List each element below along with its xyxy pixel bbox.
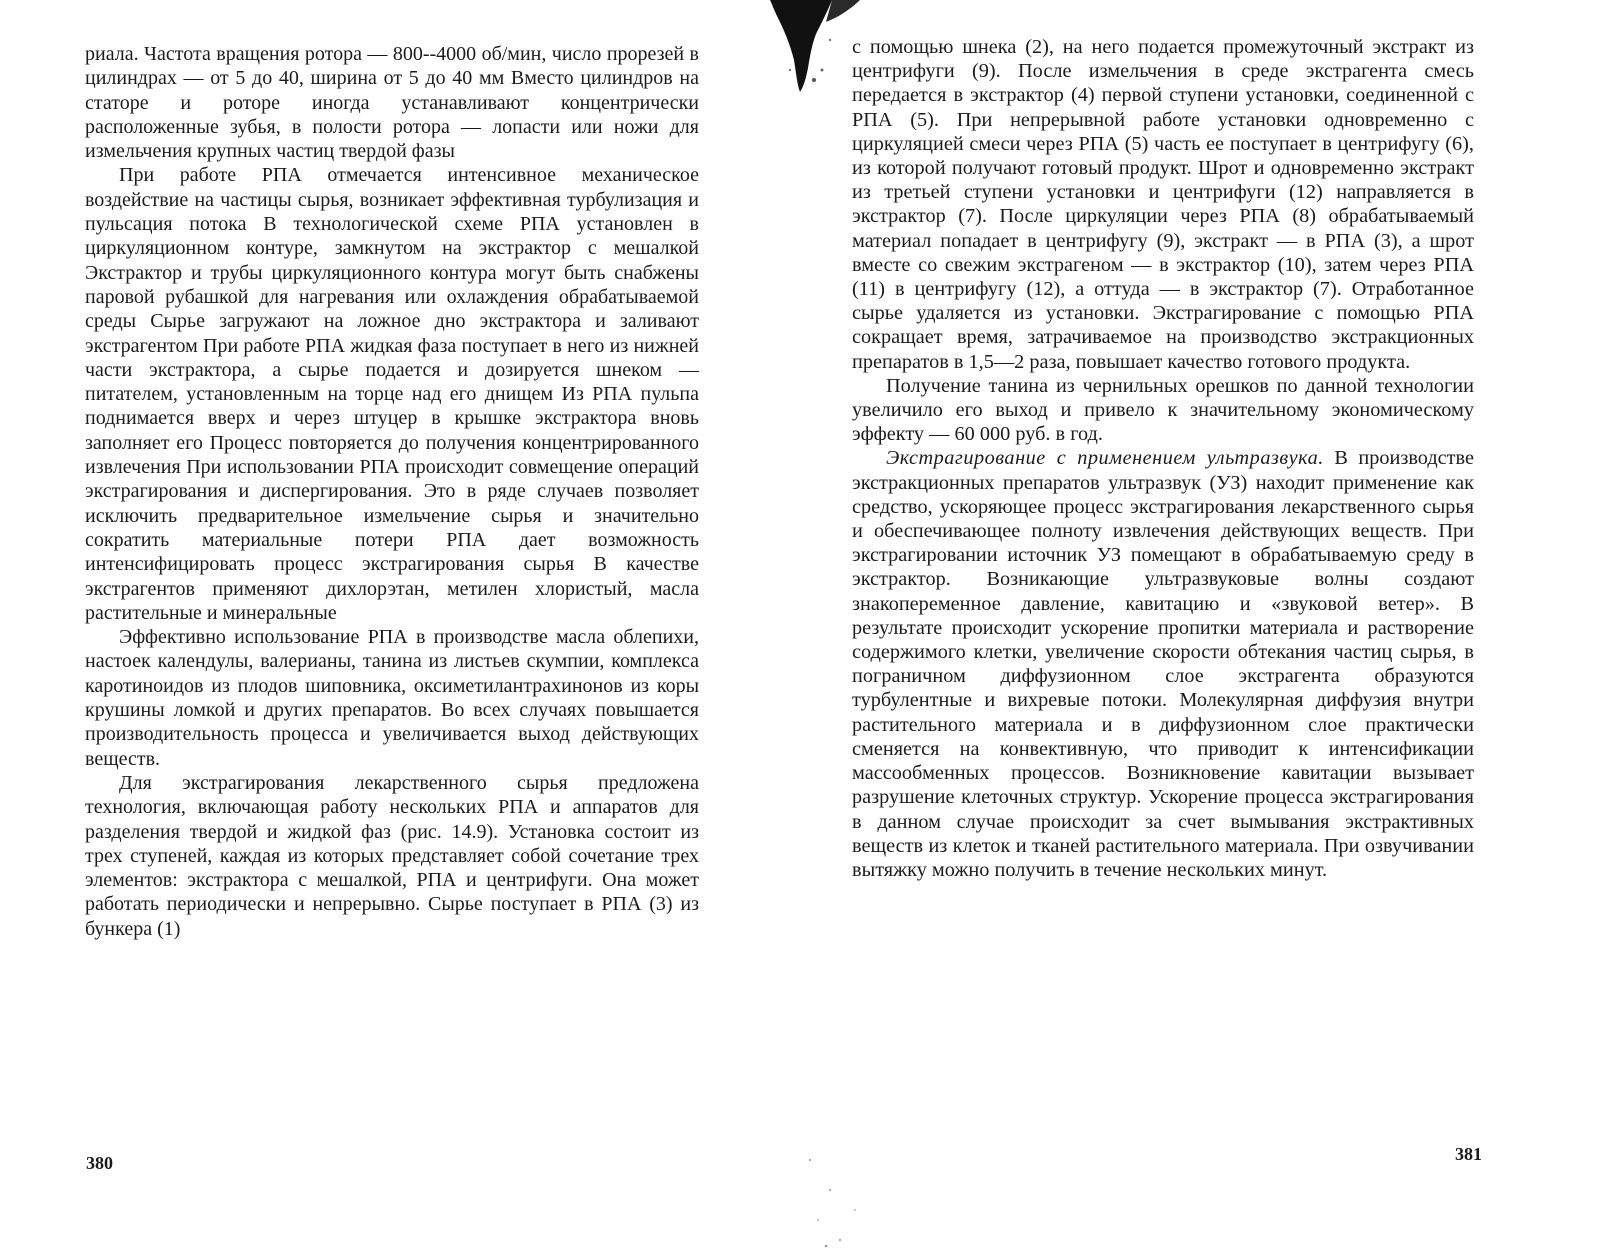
paragraph: риала. Частота вращения ротора — 800--4000 об/мин, число прорезей в цилиндрах — от 5 до 40, ширина от 5 до 40 мм Вместо цилиндров на статоре и роторе иногда устанавливают концентрически расположенные зубья, в полости ротора — лопасти или ножи для измельчения крупных частиц твердой фазы	[85, 43, 699, 163]
section-text: В производстве экстракционных препаратов ультразвук (УЗ) находит применение как средство, ускоряющее процесс экстрагирования лекарственного сырья и обеспечивающее полноту извлечения действующих веществ. При экстрагировании источник УЗ помещают в обрабатываемую среду в экстрактор. Возникающие ультразвуковые волны создают знакопеременное давление, кавитацию и «звуковой ветер». В результате происходит ускорение пропитки материала и растворение содержимого клетки, увеличение скорости обтекания частиц сырья, в пограничном диффузионном слое экстрагента образуются турбулентные и вихревые потоки. Молекулярная диффузия внутри растительного материала и в диффузионном слое практически сменяется на конвективную, что приводит к интенсификации массообменных процессов. Возникновение кавитации вызывает разрушение клеточных структур. Ускорение процесса экстрагирования в данном случае происходит за счет вымывания экстрактивных веществ из клеток и тканей растительного материала. При озвучивании вытяжку можно получить в течение нескольких минут.	[852, 447, 1474, 881]
paragraph: Для экстрагирования лекарственного сырья предложена технология, включающая работу нескольких РПА и аппаратов для разделения твердой и жидкой фаз (рис. 14.9). Установка состоит из трех ступеней, каждая из которых представляет собой сочетание трех элементов: экстрактора с мешалкой, РПА и центрифуги. Она может работать периодически и непрерывно. Сырье поступает в РПА (3) из бункера (1)	[85, 771, 699, 940]
page-number: 381	[1455, 1144, 1482, 1164]
left-page-text	[85, 42, 699, 941]
page-number: 380	[86, 1153, 113, 1173]
section-heading: Экстрагирование с применением ультразвука.	[886, 447, 1324, 470]
paragraph: Получение танина из чернильных орешков по данной технологии увеличило его выход и привело к значительному экономическому эффекту — 60 000 руб. в год.	[852, 374, 1474, 446]
paragraph: с помощью шнека (2), на него подается промежуточный экстракт из центрифуги (9). После измельчения в среде экстрагента смесь передается в экстрактор (4) первой ступени установки, соединенной с РПА (5). При непрерывной работе установки одновременно с циркуляцией смеси через РПА (5) часть ее поступает в центрифугу (6), из которой получают готовый продукт. Шрот и одновременно экстракт из третьей ступени установки и центрифуги (12) направляется в экстрактор (7). После циркуляции через РПА (8) обрабатываемый материал попадает в центрифугу (9), экстракт — в РПА (3), а шрот вместе со свежим экстрагеном — в экстрактор (10), затем через РПА (11) в центрифугу (12), а оттуда — в экстрактор (7). Отработанное сырье удаляется из установки. Экстрагирование с помощью РПА сокращает время, затрачиваемое на производство экстракционных препаратов в 1,5—2 раза, повышает качество готового продукта.	[852, 36, 1474, 373]
right-page	[800, 0, 1601, 1251]
paragraph: При работе РПА отмечается интенсивное механическое воздействие на частицы сырья, возникает эффективная турбулизация и пульсация потока В технологической схеме РПА установлен в циркуляционном контуре, замкнутом на экстрактор с мешалкой Экстрактор и трубы циркуляционного контура могут быть снабжены паровой рубашкой для нагревания или охлаждения обрабатываемой среды Сырье загружают на ложное дно экстрактора и заливают экстрагентом При работе РПА жидкая фаза поступает в него из нижней части экстрактора, а сырье подается и дозируется шнеком — питателем, установленным на торце над его днищем Из РПА пульпа поднимается вверх и через штуцер в крышке экстрактора вновь заполняет его Процесс повторяется до получения концентрированного извлечения При использовании РПА происходит совмещение операций экстрагирования и диспергирования. Это в ряде случаев позволяет исключить предварительное измельчение сырья и значительно сократить материальные потери РПА дает возможность интенсифицировать процесс экстрагирования сырья В качестве экстрагентов применяют дихлорэтан, метилен хлористый, масла растительные и минеральные	[85, 164, 699, 624]
paragraph: Эффективно использование РПА в производстве масла облепихи, настоек календулы, валерианы, танина из листьев скумпии, комплекса каротиноидов из плодов шиповника, оксиметилантрахинонов из коры крушины ломкой и других препаратов. Во всех случаях повышается производительность процесса и увеличивается выход действующих веществ.	[85, 626, 699, 770]
left-page	[0, 0, 800, 1251]
right-page-text	[852, 35, 1474, 882]
section-paragraph	[852, 446, 1474, 882]
